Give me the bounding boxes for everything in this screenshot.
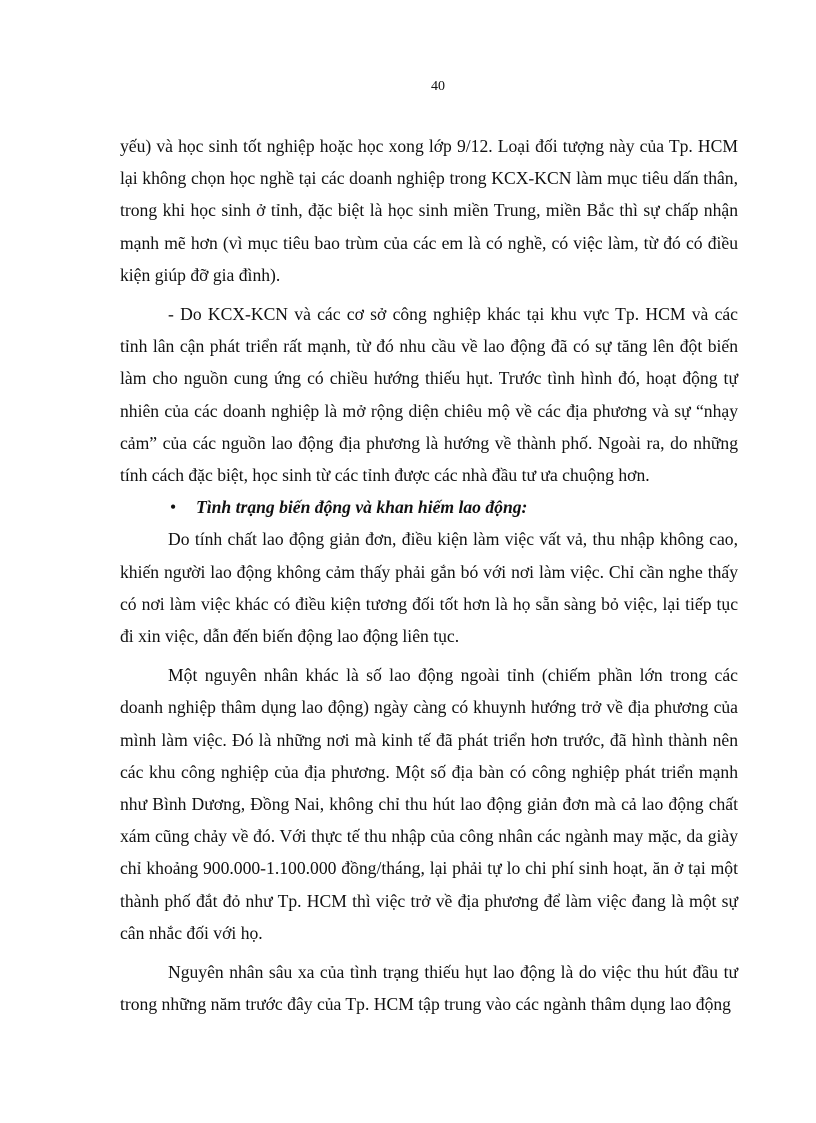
bullet-heading [120, 491, 738, 523]
bullet-heading-text: Tình trạng biến động và khan hiếm lao động: [196, 497, 528, 518]
paragraph-3: Do tính chất lao động giản đơn, điều kiện làm việc vất vả, thu nhập không cao, khiến người lao động không cảm thấy phải gắn bó với nơi làm việc. Chỉ cần nghe thấy có nơi làm việc khác có điều kiện tương đối tốt hơn là họ sẵn sàng bỏ việc, lại tiếp tục đi xin việc, dẫn đến biến động lao động liên tục. [120, 529, 738, 647]
paragraph-5: Nguyên nhân sâu xa của tình trạng thiếu hụt lao động là do việc thu hút đầu tư trong những năm trước đây của Tp. HCM tập trung vào các ngành thâm dụng lao động [120, 962, 738, 1015]
bullet-icon: • [170, 497, 177, 518]
paragraph-4: Một nguyên nhân khác là số lao động ngoài tỉnh (chiếm phần lớn trong các doanh nghiệp thâm dụng lao động) ngày càng có khuynh hướng trở về địa phương của mình làm việc. Đó là những nơi mà kinh tế đã phát triển hơn trước, đã hình thành nên các khu công nghiệp của địa phương. Một số địa bàn có công nghiệp phát triển mạnh như Bình Dương, Đồng Nai, không chỉ thu hút lao động giản đơn mà cả lao động chất xám cũng chảy về đó. Với thực tế thu nhập của công nhân các ngành may mặc, da giày chỉ khoảng 900.000-1.100.000 đồng/tháng, lại phải tự lo chi phí sinh hoạt, ăn ở tại một thành phố đắt đỏ như Tp. HCM thì việc trở về địa phương để làm việc đang là một sự cân nhắc đối với họ. [120, 665, 738, 943]
document-body [120, 130, 738, 1020]
page-number: 40 [431, 79, 445, 94]
paragraph-2: - Do KCX-KCN và các cơ sở công nghiệp khác tại khu vực Tp. HCM và các tỉnh lân cận phát triển rất mạnh, từ đó nhu cầu về lao động đã có sự tăng lên đột biến làm cho nguồn cung ứng có chiều hướng thiếu hụt. Trước tình hình đó, hoạt động tự nhiên của các doanh nghiệp là mở rộng diện chiêu mộ về các địa phương và sự “nhạy cảm” của các nguồn lao động địa phương là hướng về thành phố. Ngoài ra, do những tính cách đặc biệt, học sinh từ các tỉnh được các nhà đầu tư ưa chuộng hơn. [120, 304, 738, 486]
paragraph-1: yếu) và học sinh tốt nghiệp hoặc học xong lớp 9/12. Loại đối tượng này của Tp. HCM lại không chọn học nghề tại các doanh nghiệp trong KCX-KCN làm mục tiêu dấn thân, trong khi học sinh ở tỉnh, đặc biệt là học sinh miền Trung, miền Bắc thì sự chấp nhận mạnh mẽ hơn (vì mục tiêu bao trùm của các em là có nghề, có việc làm, từ đó có điều kiện giúp đỡ gia đình). [120, 136, 738, 285]
